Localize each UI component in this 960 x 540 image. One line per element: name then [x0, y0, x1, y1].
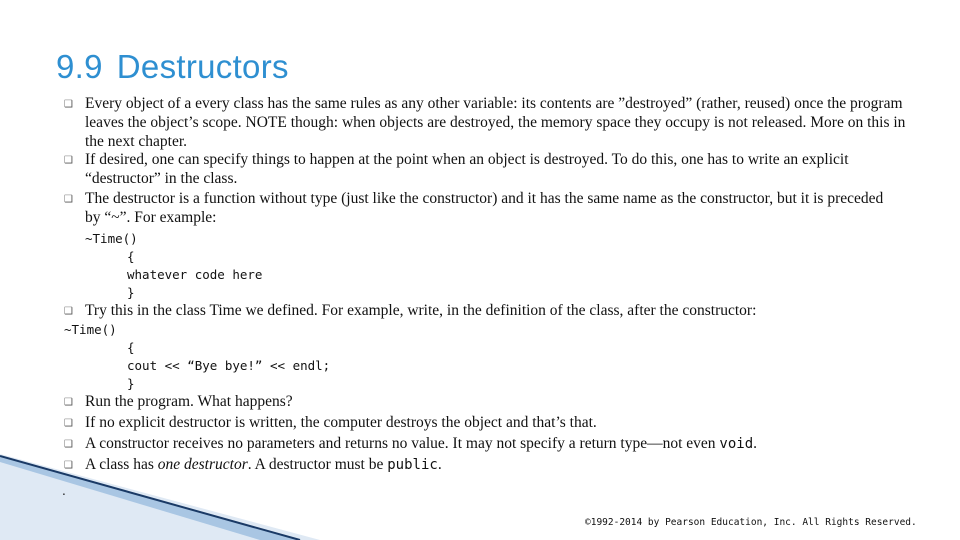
code-line: ~Time() — [85, 231, 138, 246]
title-number: 9.9 — [56, 48, 103, 85]
text-run: . — [753, 435, 758, 452]
emphasis-text: one destructor — [157, 456, 248, 473]
square-bullet-icon: ❑ — [64, 418, 73, 429]
stray-dot: . — [62, 484, 66, 498]
code-line: { — [127, 249, 135, 264]
code-line: } — [127, 285, 135, 300]
bullet-text-1: Every object of a every class has the same rules as any other variable: its contents are ”destroyed” (rather, reused) once the program leaves the object’s scope. NOTE though: when objects are destroyed, the memory space they occupy is not released. More on this in the next chapter. — [85, 95, 906, 150]
title-text: Destructors — [116, 48, 289, 85]
square-bullet-icon: ❑ — [64, 460, 73, 471]
bullet-text-2: If desired, one can specify things to happen at the point when an object is destroyed. To do this, one has to write an explicit “destructor” in the class. — [85, 151, 849, 187]
copyright-footer: ©1992-2014 by Pearson Education, Inc. All Rights Reserved. — [585, 517, 917, 528]
code-line: cout << “Bye bye!” << endl; — [127, 358, 331, 373]
bullet-text-try: Try this in the class Time we defined. For example, write, in the definition of the class, after the constructor: — [85, 302, 757, 319]
text-run: A class has — [85, 456, 158, 473]
square-bullet-icon: ❑ — [64, 439, 73, 450]
text-run: A constructor receives no parameters and returns no value. It may not specify a return type—not even — [85, 435, 720, 452]
bullet-text-no-destructor: If no explicit destructor is written, the computer destroys the object and that’s that. — [85, 414, 597, 431]
bullet-text-run: Run the program. What happens? — [85, 393, 293, 410]
bullet-text-class-destructor — [85, 455, 925, 475]
bullet-text-constructor — [85, 434, 945, 454]
square-bullet-icon: ❑ — [64, 194, 73, 205]
square-bullet-icon: ❑ — [64, 99, 73, 110]
code-line: whatever code here — [127, 267, 263, 282]
square-bullet-icon: ❑ — [64, 306, 73, 317]
square-bullet-icon: ❑ — [64, 397, 73, 408]
code-line: { — [127, 340, 135, 355]
text-run: . — [437, 456, 442, 473]
slide-title — [56, 48, 289, 86]
code-line: } — [127, 376, 135, 391]
code-void: void — [719, 436, 754, 452]
text-run: . A destructor must be — [247, 456, 388, 473]
code-public: public — [387, 457, 438, 473]
code-line: ~Time() — [64, 322, 117, 337]
bullet-text-3: The destructor is a function without type (just like the constructor) and it has the same name as the constructor, but it is preceded by “~”. For example: — [85, 190, 884, 226]
square-bullet-icon: ❑ — [64, 155, 73, 166]
